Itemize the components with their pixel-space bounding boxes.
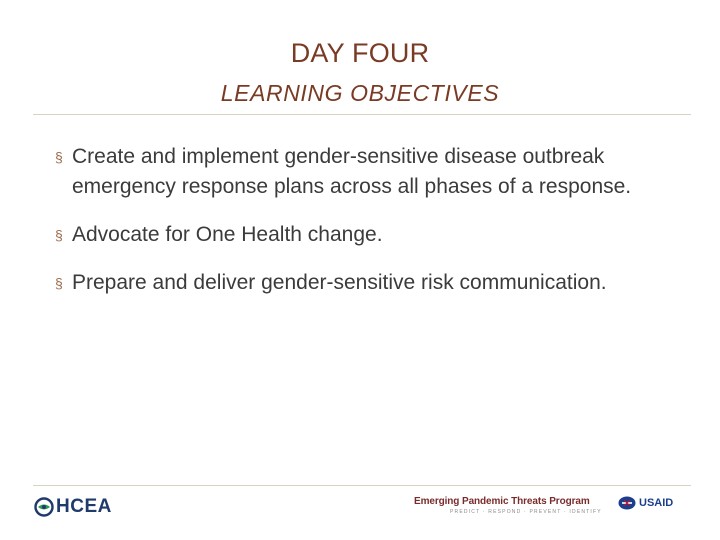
objective-text: Prepare and deliver gender-sensitive risk communication. [72, 271, 607, 294]
hcea-logo-text: HCEA [56, 496, 112, 517]
slide-title: DAY FOUR [290, 38, 430, 68]
list-item [55, 268, 695, 298]
bullet-marker-icon: § [55, 227, 63, 243]
bullet-marker-icon: § [55, 275, 63, 291]
top-divider [33, 114, 691, 115]
usaid-seal-icon [618, 496, 636, 510]
ept-program-name: Emerging Pandemic Threats Program [414, 496, 590, 507]
partner-logos [414, 496, 686, 524]
slide-subtitle: LEARNING OBJECTIVES [220, 80, 500, 106]
usaid-logo-text: USAID [639, 497, 674, 509]
list-item [55, 142, 695, 202]
objective-text: Advocate for One Health change. [72, 223, 383, 246]
list-item [55, 220, 695, 250]
globe-icon [34, 497, 54, 517]
objectives-list [55, 142, 695, 316]
hcea-logo [34, 494, 112, 520]
bottom-divider [33, 485, 691, 486]
bullet-marker-icon: § [55, 149, 63, 165]
ept-logo [414, 496, 612, 516]
usaid-logo [618, 496, 673, 510]
ept-tagline: PREDICT · RESPOND · PREVENT · IDENTIFY [450, 509, 602, 515]
objective-text: Create and implement gender-sensitive disease outbreak emergency response plans across all phases of a response. [72, 145, 632, 198]
